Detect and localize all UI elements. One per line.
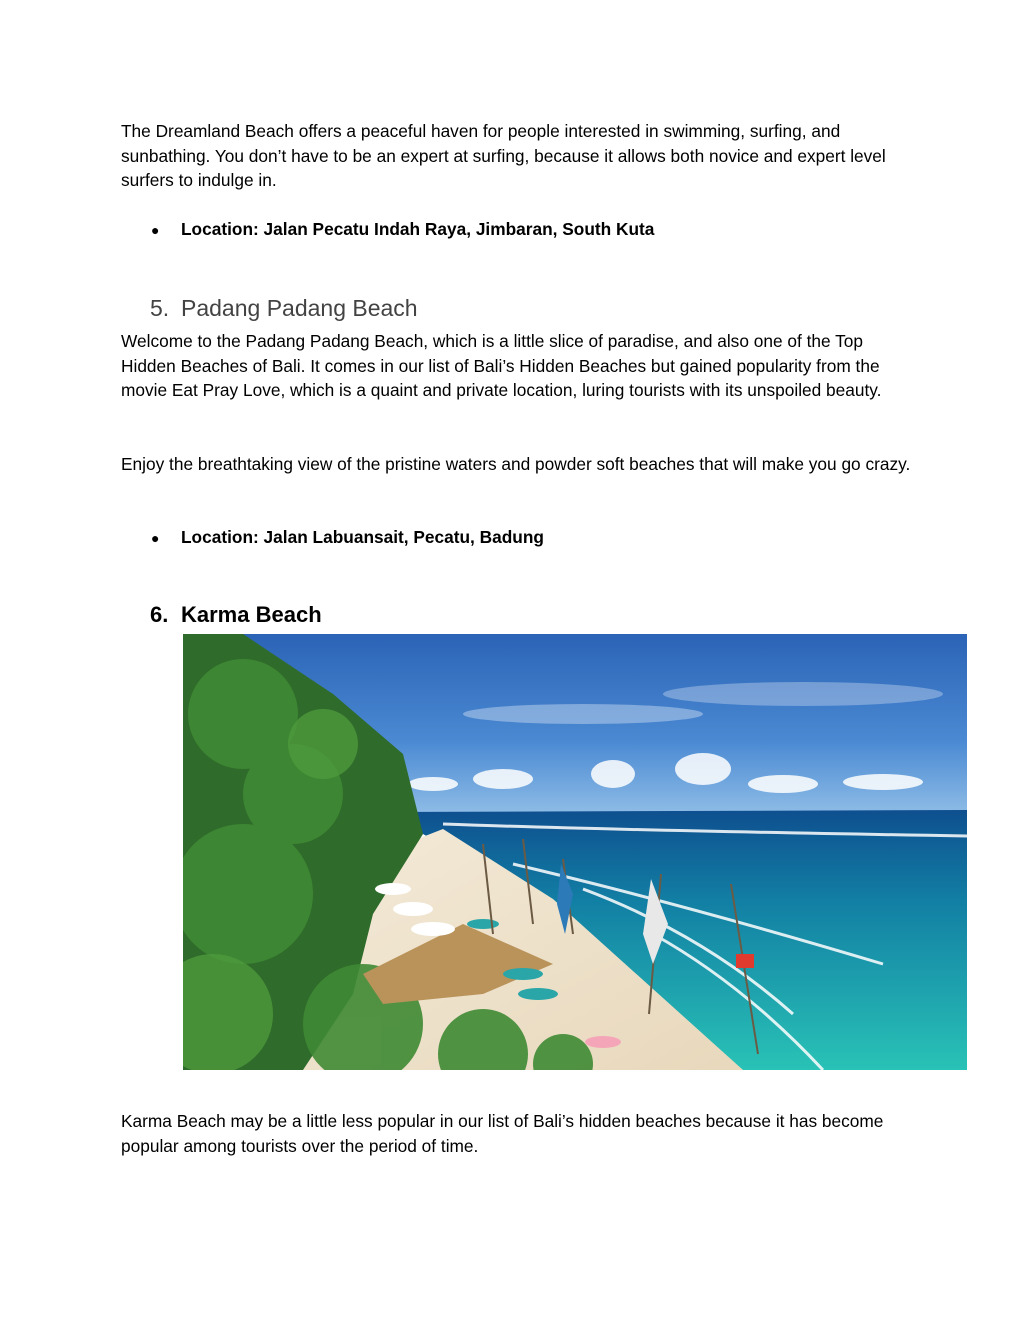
section-5-number: 5.: [150, 295, 170, 321]
location-bullet-padang: [151, 525, 544, 550]
section-6-title: Karma Beach: [181, 602, 322, 627]
float: [585, 1036, 621, 1048]
bullet-marker: ●: [151, 530, 160, 546]
beach-illustration: [183, 634, 967, 1070]
location-bullet-dreamland: [151, 217, 654, 242]
section-5-paragraph-2: Enjoy the breathtaking view of the pristine waters and powder soft beaches that will make you go crazy.: [121, 454, 911, 474]
section-5-title: Padang Padang Beach: [181, 295, 418, 321]
section-6-heading: [150, 600, 322, 630]
red-flag: [736, 954, 754, 968]
bullet-marker: ●: [151, 222, 160, 238]
section-5-heading: [150, 293, 418, 323]
section-5-paragraph-1: Welcome to the Padang Padang Beach, which is a little slice of paradise, and also one of the Top Hidden Beaches of Bali. It comes in our list of Bali’s Hidden Beaches but gained popularity from the movie Eat Pray Love, which is a quaint and private location, luring tourists with its unspoiled beauty.: [121, 331, 882, 400]
intro-paragraph: The Dreamland Beach offers a peaceful haven for people interested in swimming, surfing, and sunbathing. You don’t have to be an expert at surfing, because it allows both novice and expert level surfers to indulge in.: [121, 121, 886, 190]
location-text: Location: Jalan Labuansait, Pecatu, Badung: [181, 527, 544, 547]
section-6-paragraph-1: Karma Beach may be a little less popular in our list of Bali’s hidden beaches because it has become popular among tourists over the period of time.: [121, 1111, 884, 1156]
karma-beach-photo: [183, 634, 967, 1070]
location-text: Location: Jalan Pecatu Indah Raya, Jimbaran, South Kuta: [181, 219, 655, 239]
section-6-number: 6.: [150, 602, 169, 627]
